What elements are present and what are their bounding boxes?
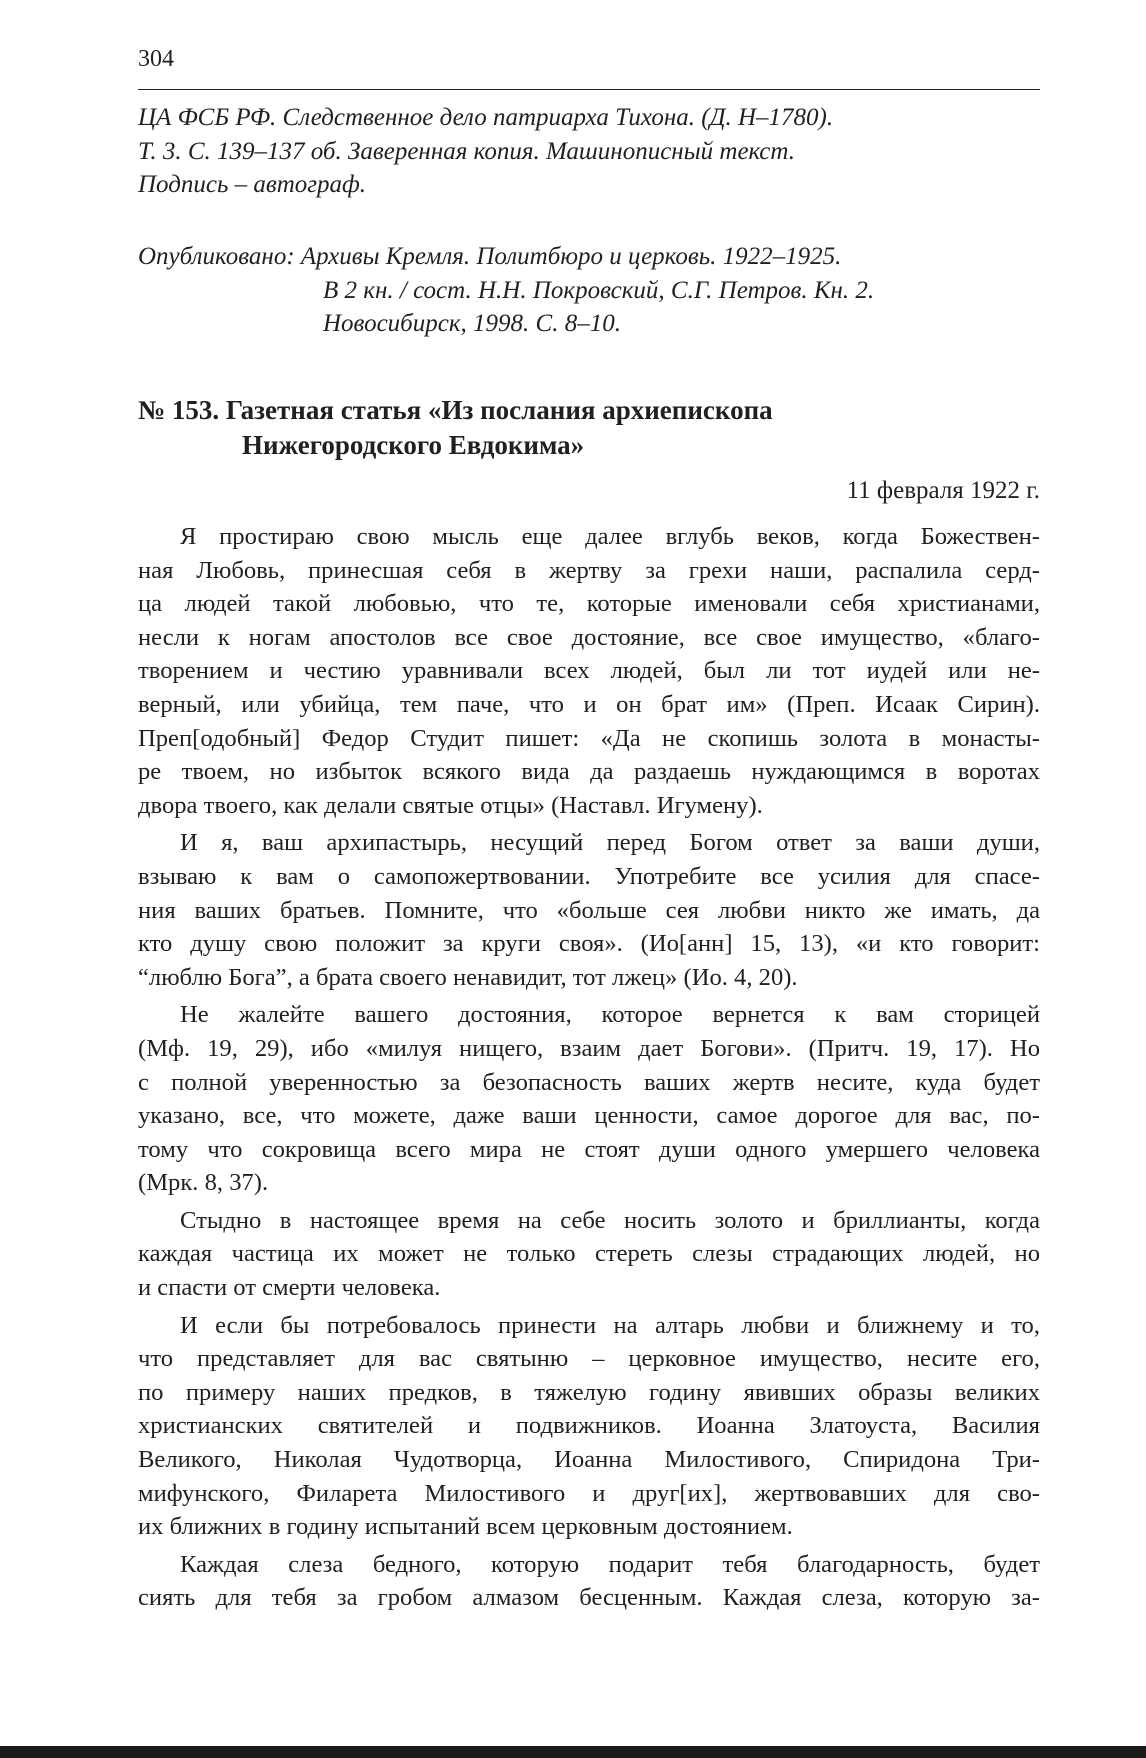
archival-source-note [138,101,1040,202]
scan-edge [0,1746,1146,1758]
paragraph-line: (Мрк. 8, 37). [138,1169,269,1197]
publication-note [138,240,1040,341]
paragraph-line: несли к ногам апостолов все свое достояние, все свое имущество, «благо- [138,623,1040,651]
paragraph [138,1548,1040,1615]
paragraph [138,998,1040,1200]
paragraph-line: мифунского, Филарета Милостивого и друг[их], жертвовавших для сво- [138,1479,1040,1507]
header-rule [138,89,1040,90]
paragraph-line: сиять для тебя за гробом алмазом бесценным. Каждая слеза, которую за- [138,1584,1040,1612]
paragraph-line: каждая частица их может не только стереть слезы страдающих людей, но [138,1240,1040,1268]
paragraph-line: указано, все, что можете, даже ваши ценности, самое дорогое для вас, по- [138,1102,1040,1130]
paragraph-line: ца людей такой любовью, что те, которые именовали себя христианами, [138,590,1040,618]
paragraph [138,1309,1040,1544]
paragraph-line: Стыдно в настоящее время на себе носить золото и бриллианты, когда [180,1206,1040,1234]
published-line: Новосибирск, 1998. С. 8–10. [323,310,621,337]
paragraph-line: Я простираю свою мысль еще далее вглубь веков, когда Божествен- [180,523,1040,550]
paragraph-line: ная Любовь, принесшая себя в жертву за грехи наши, распалила серд- [138,556,1040,584]
published-line: Опубликовано: Архивы Кремля. Политбюро и церковь. 1922–1925. [138,243,842,270]
source-line: Подпись – автограф. [138,171,367,198]
paragraph-line: Каждая слеза бедного, которую подарит тебя благодарность, будет [180,1550,1040,1578]
source-line: ЦА ФСБ РФ. Следственное дело патриарха Тихона. (Д. Н–1780). [138,104,834,131]
paragraph-line: с полной уверенностью за безопасность ваших жертв несите, куда будет [138,1068,1040,1096]
paragraph-line: “люблю Бога”, а брата своего ненавидит, тот лжец» (Ио. 4, 20). [138,963,798,991]
paragraph-line: ре твоем, но избыток всякого вида да раздаешь нуждающимся в воротах [138,758,1040,786]
paragraph-line: И если бы потребовалось принести на алтарь любви и ближнему и то, [180,1311,1040,1339]
page-number: 304 [138,46,174,72]
paragraph-line: верный, или убийца, тем паче, что и он брат им» (Преп. Исаак Сирин). [138,690,1040,718]
heading-line: Нижегородского Евдокима» [242,430,585,460]
paragraph [138,1204,1040,1305]
document-heading [138,393,1040,463]
paragraph-line: тому что сокровища всего мира не стоят души одного умершего человека [138,1135,1040,1163]
paragraph-line: и спасти от смерти человека. [138,1274,441,1302]
paragraph-line: Преп[одобный] Федор Студит пишет: «Да не скопишь золота в монасты- [138,724,1040,752]
paragraph-line: двора твоего, как делали святые отцы» (Наставл. Игумену). [138,791,763,819]
paragraph-line: И я, ваш архипастырь, несущий перед Богом ответ за ваши души, [180,829,1040,857]
paragraph-line: христианских святителей и подвижников. Иоанна Златоуста, Василия [138,1412,1040,1440]
paragraph-line: что представляет для вас святыню – церковное имущество, несите его, [138,1345,1040,1373]
paragraph-line: Великого, Николая Чудотворца, Иоанна Милостивого, Спиридона Три- [138,1446,1040,1474]
paragraph [138,826,1040,994]
paragraph-line: кто душу свою положит за круги своя». (Ио[анн] 15, 13), «и кто говорит: [138,930,1040,958]
paragraph-line: Не жалейте вашего достояния, которое вернется к вам сторицей [180,1001,1040,1029]
paragraph-line: по примеру наших предков, в тяжелую годину явивших образы великих [138,1378,1040,1406]
paragraph-line: взываю к вам о самопожертвовании. Употребите все усилия для спасе- [138,862,1040,890]
published-line: В 2 кн. / сост. Н.Н. Покровский, С.Г. Петров. Кн. 2. [323,276,875,304]
paragraph-line: их ближних в годину испытаний всем церковным достоянием. [138,1513,793,1541]
paragraph-line: ния ваших братьев. Помните, что «больше сея любви никто же имать, да [138,896,1040,924]
paragraph-line: творением и честию уравнивали всех людей, был ли тот иудей или не- [138,657,1040,685]
heading-line: № 153. Газетная статья «Из послания архиепископа [138,395,773,425]
document-date: 11 февраля 1922 г. [846,477,1040,504]
article-body [138,520,1040,1619]
source-line: Т. 3. С. 139–137 об. Заверенная копия. Машинописный текст. [138,137,795,165]
paragraph [138,520,1040,822]
paragraph-line: (Мф. 19, 29), ибо «милуя нищего, взаим дает Богови». (Притч. 19, 17). Но [138,1034,1040,1062]
